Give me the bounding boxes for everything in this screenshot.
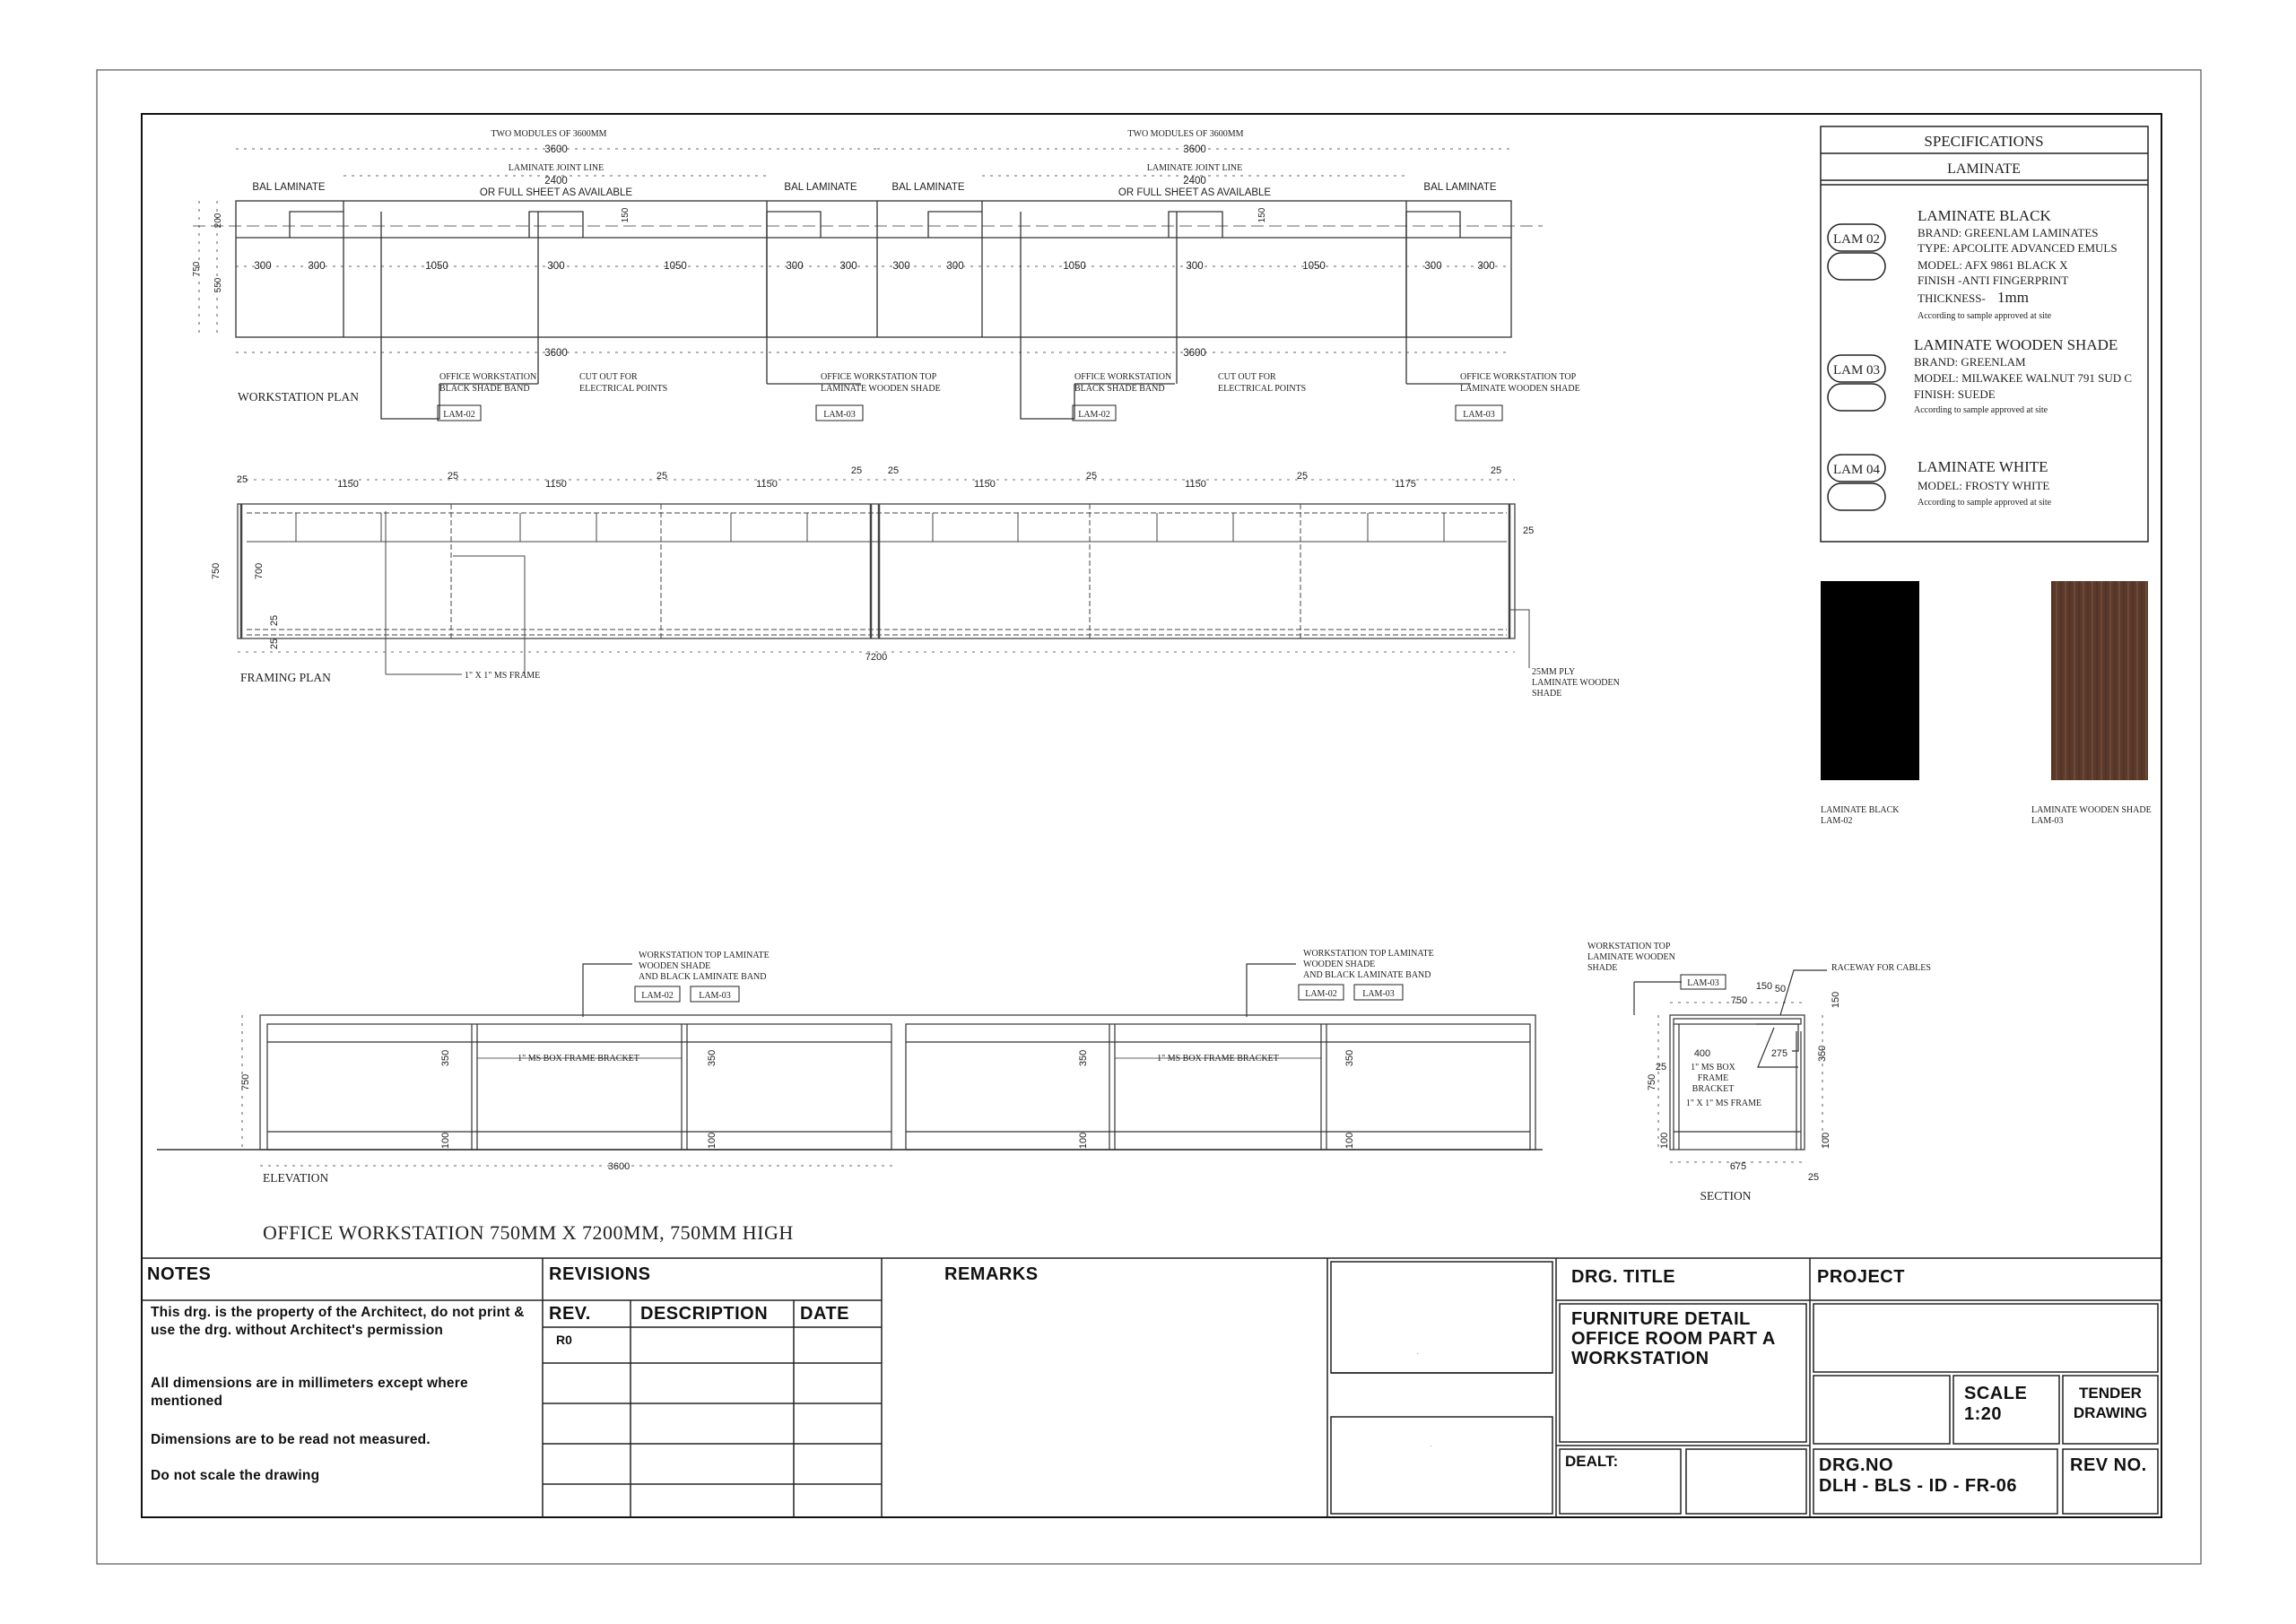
framing-dim-7: 25 <box>887 465 900 476</box>
callout-black-band-1a: OFFICE WORKSTATION <box>439 372 537 382</box>
spec-lam02-note: According to sample approved at site <box>1918 311 2052 321</box>
full-sheet-1: OR FULL SHEET AS AVAILABLE <box>479 187 633 198</box>
spec-lam03-note: According to sample approved at site <box>1914 405 2048 415</box>
module-label-2: TWO MODULES OF 3600MM <box>1127 129 1244 139</box>
sec-dim-750-side: 750 <box>1647 1073 1657 1091</box>
sec-callout-a: WORKSTATION TOP <box>1587 942 1671 951</box>
spec-subheading: LAMINATE <box>1947 161 2021 177</box>
callout-cutout-2b: ELECTRICAL POINTS <box>1218 384 1307 394</box>
framing-dim-5: 1150 <box>756 479 778 490</box>
callout-wooden-1b: LAMINATE WOODEN SHADE <box>821 384 941 394</box>
bal-laminate-3: BAL LAMINATE <box>891 182 965 193</box>
elev-bracket-2: 1" MS BOX FRAME BRACKET <box>1157 1054 1279 1064</box>
callout-wooden-1a: OFFICE WORKSTATION TOP <box>821 372 937 382</box>
elev-bracket-1: 1" MS BOX FRAME BRACKET <box>517 1054 639 1064</box>
remarks-heading: REMARKS <box>944 1264 1039 1284</box>
description-column-header: DESCRIPTION <box>640 1304 769 1324</box>
sheet-dim-2: 2400 <box>1183 176 1206 187</box>
outer-border <box>97 70 2201 1564</box>
scale-value: 1:20 <box>1964 1404 2003 1424</box>
elev-callout-2a: WORKSTATION TOP LAMINATE <box>1303 949 1434 959</box>
bal-laminate-2: BAL LAMINATE <box>784 182 857 193</box>
specifications-text <box>1833 133 2132 508</box>
elev-dim-350-a: 350 <box>440 1049 451 1067</box>
rev-row-r0: R0 <box>556 1333 572 1347</box>
swatch-wooden-code: LAM-03 <box>2031 816 2064 826</box>
swatch-wooden-label: LAMINATE WOODEN SHADE <box>2031 805 2152 815</box>
elev-dim-3600: 3600 <box>607 1161 631 1172</box>
cutout-dim-2: 150 <box>1257 207 1267 223</box>
plan-dim-300-d: 300 <box>786 261 804 272</box>
plan-tag-lam03-1: LAM-03 <box>823 410 856 420</box>
spec-lam02-line0: BRAND: GREENLAM LAMINATES <box>1918 226 2099 239</box>
framing-total: 7200 <box>865 652 888 663</box>
spec-tag-lam03: LAM 03 <box>1832 363 1881 378</box>
framing-plan-title: FRAMING PLAN <box>240 671 331 684</box>
full-sheet-2: OR FULL SHEET AS AVAILABLE <box>1118 187 1272 198</box>
plan-dim-300-b: 300 <box>308 261 326 272</box>
callout-black-band-1b: BLACK SHADE BAND <box>439 384 530 394</box>
elev-dim-100-b: 100 <box>707 1132 718 1150</box>
joint-line-1: LAMINATE JOINT LINE <box>508 163 604 173</box>
depth-dim-750: 750 <box>192 261 202 277</box>
note-2: All dimensions are in millimeters except where mentioned <box>151 1376 468 1409</box>
ply-note-a: 25MM PLY <box>1532 667 1576 677</box>
elev-dim-350-b: 350 <box>707 1049 718 1067</box>
sec-callout-c: SHADE <box>1587 963 1618 973</box>
elev-callout-1a: WORKSTATION TOP LAMINATE <box>639 951 770 960</box>
framing-plan <box>238 480 1529 674</box>
sec-box-frame-c: BRACKET <box>1692 1084 1735 1094</box>
elev-tag-lam02-1: LAM-02 <box>641 991 674 1001</box>
elevation-title: ELEVATION <box>263 1171 329 1185</box>
framing-dim-6: 25 <box>850 465 863 476</box>
spec-lam03-line0: BRAND: GREENLAM <box>1914 355 2026 369</box>
framing-dim-10: 1150 <box>1185 479 1206 490</box>
sec-tag-lam03: LAM-03 <box>1687 978 1719 988</box>
spec-lam02-line2: MODEL: AFX 9861 BLACK X <box>1918 258 2068 272</box>
notes-heading: NOTES <box>147 1264 212 1284</box>
elev-callout-1c: AND BLACK LAMINATE BAND <box>639 972 767 982</box>
plan-bottom-dim-2: 3600 <box>1183 348 1206 359</box>
framing-dim-0: 25 <box>236 474 248 485</box>
cutout-dim-1: 150 <box>621 207 631 223</box>
callout-wooden-2b: LAMINATE WOODEN SHADE <box>1460 384 1580 394</box>
sec-ms-frame: 1" X 1" MS FRAME <box>1685 1099 1762 1108</box>
note-1: This drg. is the property of the Architect, do not print & use the drg. without Architect's permission <box>151 1305 525 1338</box>
callout-cutout-1a: CUT OUT FOR <box>579 372 638 382</box>
plan-dim-300-f: 300 <box>892 261 910 272</box>
framing-dim-25-c: 25 <box>1523 525 1535 536</box>
elev-dim-100-a: 100 <box>440 1132 451 1150</box>
plan-dim-300-a: 300 <box>254 261 272 272</box>
svg-text:.: . <box>1431 1443 1432 1448</box>
plan-dim-300-h: 300 <box>1186 261 1204 272</box>
swatch-black-code: LAM-02 <box>1821 816 1853 826</box>
framing-dim-700: 700 <box>254 562 265 580</box>
spec-lam03-line1: MODEL: MILWAKEE WALNUT 791 SUD C <box>1914 371 2133 385</box>
note-3: Dimensions are to be read not measured. <box>151 1432 430 1447</box>
sec-dim-350: 350 <box>1817 1045 1828 1063</box>
drg-title-heading: DRG. TITLE <box>1571 1267 1676 1287</box>
elev-dim-750: 750 <box>240 1073 251 1091</box>
plan-dim-1050-a: 1050 <box>425 261 448 272</box>
revisions-heading: REVISIONS <box>549 1264 651 1284</box>
spec-lam04-line0: MODEL: FROSTY WHITE <box>1918 479 2050 492</box>
plan-dim-1050-d: 1050 <box>1302 261 1326 272</box>
elev-tag-lam03-2: LAM-03 <box>1362 989 1395 999</box>
elevation-tags <box>635 985 1403 1002</box>
callout-black-band-2a: OFFICE WORKSTATION <box>1074 372 1172 382</box>
section-text <box>1587 942 1931 1203</box>
spec-lam04-note: According to sample approved at site <box>1918 498 2052 508</box>
elev-dim-100-d: 100 <box>1344 1132 1355 1150</box>
swatch-laminate-wooden <box>2051 581 2148 780</box>
framing-dim-9: 25 <box>1085 471 1098 482</box>
swatch-black-label: LAMINATE BLACK <box>1821 805 1900 815</box>
callout-cutout-2a: CUT OUT FOR <box>1218 372 1276 382</box>
framing-dim-750: 750 <box>211 562 222 580</box>
sec-dim-750-top: 750 <box>1730 995 1748 1006</box>
spec-lam02-line1: TYPE: APCOLITE ADVANCED EMULS <box>1918 241 2118 255</box>
module-dim-1: 3600 <box>544 144 568 155</box>
elev-dim-350-d: 350 <box>1344 1049 1355 1067</box>
drg-title: FURNITURE DETAIL OFFICE ROOM PART A WORKSTATION <box>1571 1309 1776 1368</box>
depth-dim-200: 200 <box>213 213 223 229</box>
section-outline <box>1670 1015 1805 1150</box>
framing-dim-13: 25 <box>1490 465 1502 476</box>
drg-no: DLH - BLS - ID - FR-06 <box>1819 1476 2017 1496</box>
plan-dim-300-g: 300 <box>946 261 964 272</box>
module-dim-2: 3600 <box>1183 144 1206 155</box>
sec-dim-275: 275 <box>1770 1048 1788 1059</box>
bal-laminate-1: BAL LAMINATE <box>252 182 326 193</box>
sec-raceway: RACEWAY FOR CABLES <box>1831 963 1931 973</box>
plan-tag-lam02-1: LAM-02 <box>443 410 475 420</box>
depth-dim-550: 550 <box>213 277 223 293</box>
sec-dim-50: 50 <box>1774 984 1787 994</box>
plan-dim-1050-b: 1050 <box>664 261 687 272</box>
section-title: SECTION <box>1700 1189 1752 1203</box>
spec-name-lam04: LAMINATE WHITE <box>1918 458 2048 475</box>
spec-tag-lam02: LAM 02 <box>1832 232 1881 247</box>
framing-dim-3: 1150 <box>545 479 567 490</box>
plan-dim-300-e: 300 <box>839 261 857 272</box>
callout-black-band-2b: BLACK SHADE BAND <box>1074 384 1165 394</box>
elev-dim-350-c: 350 <box>1078 1049 1089 1067</box>
callout-wooden-2a: OFFICE WORKSTATION TOP <box>1460 372 1577 382</box>
plan-dim-300-i: 300 <box>1424 261 1442 272</box>
plan-dim-1050-c: 1050 <box>1063 261 1086 272</box>
framing-ms-frame: 1" X 1" MS FRAME <box>465 671 541 681</box>
elev-callout-1b: WOODEN SHADE <box>639 961 711 971</box>
elevation-outline <box>260 1015 1535 1150</box>
elev-dim-100-c: 100 <box>1078 1132 1089 1150</box>
sec-box-frame-a: 1" MS BOX <box>1691 1063 1735 1073</box>
rev-no-label: REV NO. <box>2070 1455 2147 1475</box>
sec-dim-675: 675 <box>1729 1161 1747 1172</box>
sec-dim-100-b: 100 <box>1821 1132 1831 1150</box>
plan-tag-lam02-2: LAM-02 <box>1078 410 1110 420</box>
sec-dim-25-a: 25 <box>1655 1062 1667 1073</box>
sec-dim-100-a: 100 <box>1659 1132 1670 1150</box>
swatch-laminate-black <box>1821 581 1919 780</box>
sec-callout-b: LAMINATE WOODEN <box>1587 952 1675 962</box>
joint-line-2: LAMINATE JOINT LINE <box>1146 163 1243 173</box>
ply-note-b: LAMINATE WOODEN <box>1532 678 1620 688</box>
spec-heading: SPECIFICATIONS <box>1924 133 2044 150</box>
note-4: Do not scale the drawing <box>151 1468 320 1483</box>
plan-text <box>192 129 1580 404</box>
ply-note-c: SHADE <box>1532 689 1562 699</box>
plan-dim-300-c: 300 <box>547 261 565 272</box>
tender-drawing: TENDER DRAWING <box>2073 1385 2148 1421</box>
framing-dim-8: 1150 <box>974 479 996 490</box>
spec-lam03-line2: FINISH: SUEDE <box>1914 387 1996 401</box>
sec-dim-150-a: 150 <box>1755 981 1773 992</box>
rev-column-header: REV. <box>549 1304 591 1324</box>
spec-name-lam02: LAMINATE BLACK <box>1918 207 2051 224</box>
framing-outline <box>238 504 1515 638</box>
framing-dim-25-b: 25 <box>269 638 280 650</box>
spec-tag-lam04: LAM 04 <box>1832 463 1881 477</box>
framing-dim-11: 25 <box>1296 471 1309 482</box>
framing-dim-2: 25 <box>447 471 459 482</box>
sec-dim-25-b: 25 <box>1807 1172 1820 1183</box>
module-label-1: TWO MODULES OF 3600MM <box>491 129 607 139</box>
framing-dim-25-a: 25 <box>269 614 280 627</box>
plan-dim-300-j: 300 <box>1477 261 1495 272</box>
drg-no-label: DRG.NO <box>1819 1455 1893 1475</box>
elev-callout-2b: WOODEN SHADE <box>1303 960 1376 969</box>
spec-name-lam03: LAMINATE WOODEN SHADE <box>1914 336 2118 353</box>
svg-text:.: . <box>1417 1350 1419 1356</box>
sec-dim-400: 400 <box>1693 1048 1711 1059</box>
sec-box-frame-b: FRAME <box>1697 1073 1729 1083</box>
spec-lam02-thickness-label: THICKNESS- <box>1918 291 1986 305</box>
framing-dim-1: 1150 <box>337 479 359 490</box>
elev-callout-2c: AND BLACK LAMINATE BAND <box>1303 970 1431 980</box>
framing-text <box>211 465 1620 699</box>
dealt-label: DEALT: <box>1565 1453 1619 1470</box>
date-column-header: DATE <box>800 1304 849 1324</box>
elev-tag-lam02-2: LAM-02 <box>1305 989 1337 999</box>
workstation-plan-title: WORKSTATION PLAN <box>238 390 360 404</box>
sheet-dim-1: 2400 <box>544 176 568 187</box>
callout-cutout-1b: ELECTRICAL POINTS <box>579 384 668 394</box>
spec-lam02-line3: FINISH -ANTI FINGERPRINT <box>1918 274 2069 287</box>
plan-bottom-dim-1: 3600 <box>544 348 568 359</box>
main-drawing-title: OFFICE WORKSTATION 750MM X 7200MM, 750MM HIGH <box>263 1221 794 1244</box>
framing-dim-4: 25 <box>656 471 668 482</box>
framing-dim-12: 1175 <box>1395 479 1416 490</box>
project-heading: PROJECT <box>1817 1267 1905 1287</box>
plan-tag-lam03-2: LAM-03 <box>1463 410 1495 420</box>
bal-laminate-4: BAL LAMINATE <box>1423 182 1497 193</box>
plan-tags <box>438 405 1502 421</box>
sec-dim-150-b: 150 <box>1831 991 1841 1009</box>
spec-lam02-thickness-value: 1mm <box>1997 289 2029 306</box>
elev-tag-lam03-1: LAM-03 <box>699 991 731 1001</box>
scale-label: SCALE <box>1964 1384 2028 1403</box>
